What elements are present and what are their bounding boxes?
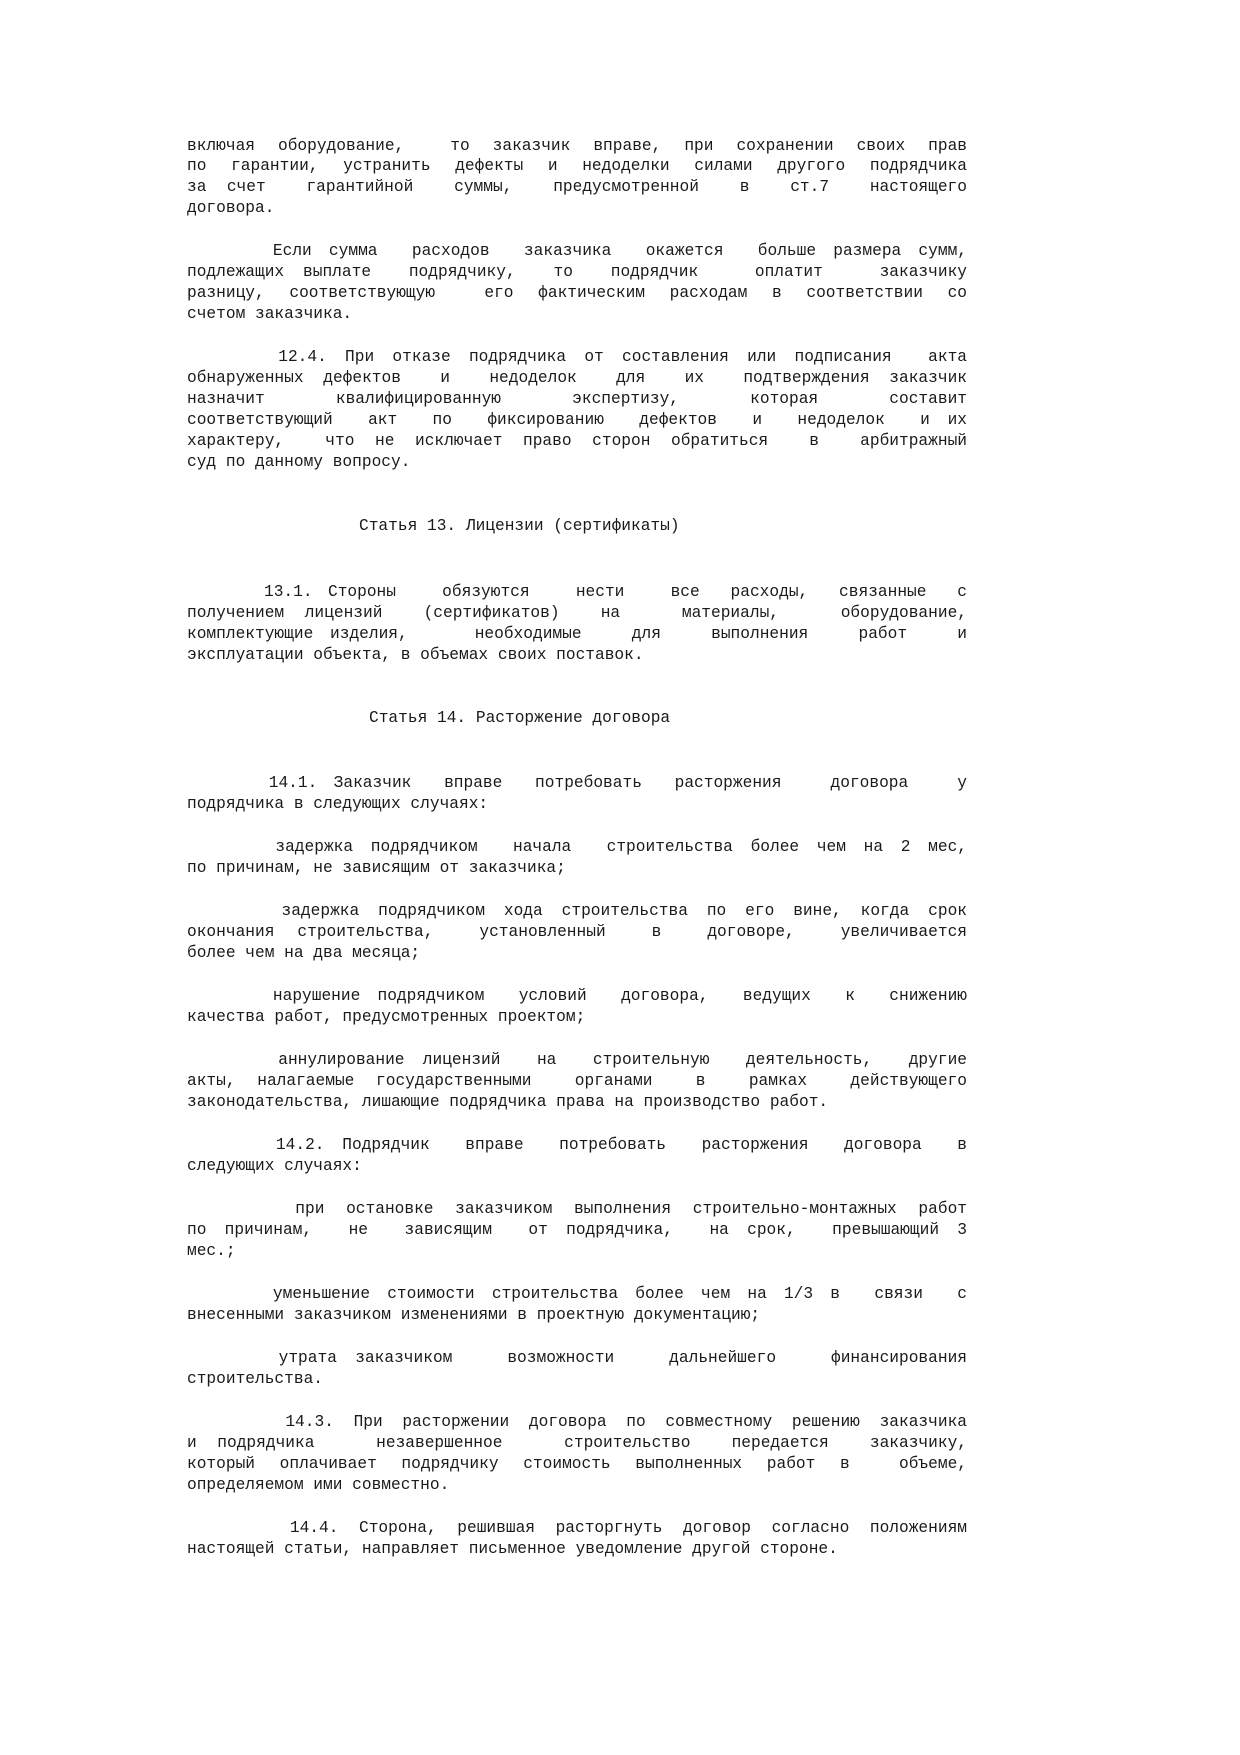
text-line: включая оборудование, то заказчик вправе, при сохранении своих прав (187, 137, 967, 155)
article-heading: Статья 14. Расторжение договора (369, 709, 671, 727)
text-line: 12.4. При отказе подрядчика от составления или подписания акта (187, 348, 967, 366)
text-line: уменьшение стоимости строительства более чем на 1/3 в связи с (187, 1285, 967, 1303)
text-line: внесенными заказчиком изменениями в проектную документацию; (187, 1306, 761, 1324)
text-line: и подрядчика незавершенное строительство передается заказчику, (187, 1434, 967, 1452)
text-line: 14.4. Сторона, решившая расторгнуть договор согласно положениям (187, 1519, 967, 1537)
text-line: при остановке заказчиком выполнения строительно-монтажных работ (187, 1200, 967, 1218)
text-line: обнаруженных дефектов и недоделок для их подтверждения заказчик (187, 369, 967, 387)
text-line: задержка подрядчиком хода строительства по его вине, когда срок (187, 902, 967, 920)
text-line: комплектующие изделия, необходимые для выполнения работ и (187, 625, 967, 643)
text-line: мес.; (187, 1242, 236, 1260)
text-line: качества работ, предусмотренных проектом; (187, 1008, 586, 1026)
text-line: разницу, соответствующую его фактическим расходам в соответствии со (187, 284, 967, 302)
text-line: по гарантии, устранить дефекты и недоделки силами другого подрядчика (187, 157, 967, 175)
text-line: утрата заказчиком возможности дальнейшего финансирования (187, 1349, 967, 1367)
text-line: суд по данному вопросу. (187, 453, 411, 471)
text-line: который оплачивает подрядчику стоимость выполненных работ в объеме, (187, 1455, 967, 1473)
text-line: Если сумма расходов заказчика окажется больше размера сумм, (187, 242, 967, 260)
text-line: определяемом ими совместно. (187, 1476, 450, 1494)
text-line: более чем на два месяца; (187, 944, 421, 962)
text-line: по причинам, не зависящим от заказчика; (187, 859, 566, 877)
text-line: 14.1. Заказчик вправе потребовать расторжения договора у (187, 774, 967, 792)
text-line: соответствующий акт по фиксированию дефектов и недоделок и их (187, 411, 967, 429)
text-line: окончания строительства, установленный в договоре, увеличивается (187, 923, 967, 941)
text-line: назначит квалифицированную экспертизу, которая составит (187, 390, 967, 408)
text-line: строительства. (187, 1370, 323, 1388)
text-line: законодательства, лишающие подрядчика права на производство работ. (187, 1093, 829, 1111)
text-line: эксплуатации объекта, в объемах своих поставок. (187, 646, 644, 664)
text-line: договора. (187, 199, 275, 217)
text-line: подлежащих выплате подрядчику, то подрядчик оплатит заказчику (187, 263, 967, 281)
text-line: задержка подрядчиком начала строительства более чем на 2 мес, (187, 838, 967, 856)
text-line: 14.2. Подрядчик вправе потребовать расторжения договора в (187, 1136, 967, 1154)
article-heading: Статья 13. Лицензии (сертификаты) (359, 517, 680, 535)
text-line: акты, налагаемые государственными органами в рамках действующего (187, 1072, 967, 1090)
text-line: нарушение подрядчиком условий договора, ведущих к снижению (187, 987, 967, 1005)
text-line: 14.3. При расторжении договора по совместному решению заказчика (187, 1413, 967, 1431)
text-line: по причинам, не зависящим от подрядчика, на срок, превышающий 3 (187, 1221, 967, 1239)
text-line: за счет гарантийной суммы, предусмотренной в ст.7 настоящего (187, 178, 967, 196)
text-line: характеру, что не исключает право сторон обратиться в арбитражный (187, 432, 967, 450)
text-line: подрядчика в следующих случаях: (187, 795, 489, 813)
text-line: аннулирование лицензий на строительную деятельность, другие (187, 1051, 967, 1069)
text-line: 13.1. Стороны обязуются нести все расходы, связанные с (187, 583, 967, 601)
text-line: счетом заказчика. (187, 305, 353, 323)
text-line: получением лицензий (сертификатов) на материалы, оборудование, (187, 604, 967, 622)
text-line: настоящей статьи, направляет письменное уведомление другой стороне. (187, 1540, 838, 1558)
text-line: следующих случаях: (187, 1157, 362, 1175)
